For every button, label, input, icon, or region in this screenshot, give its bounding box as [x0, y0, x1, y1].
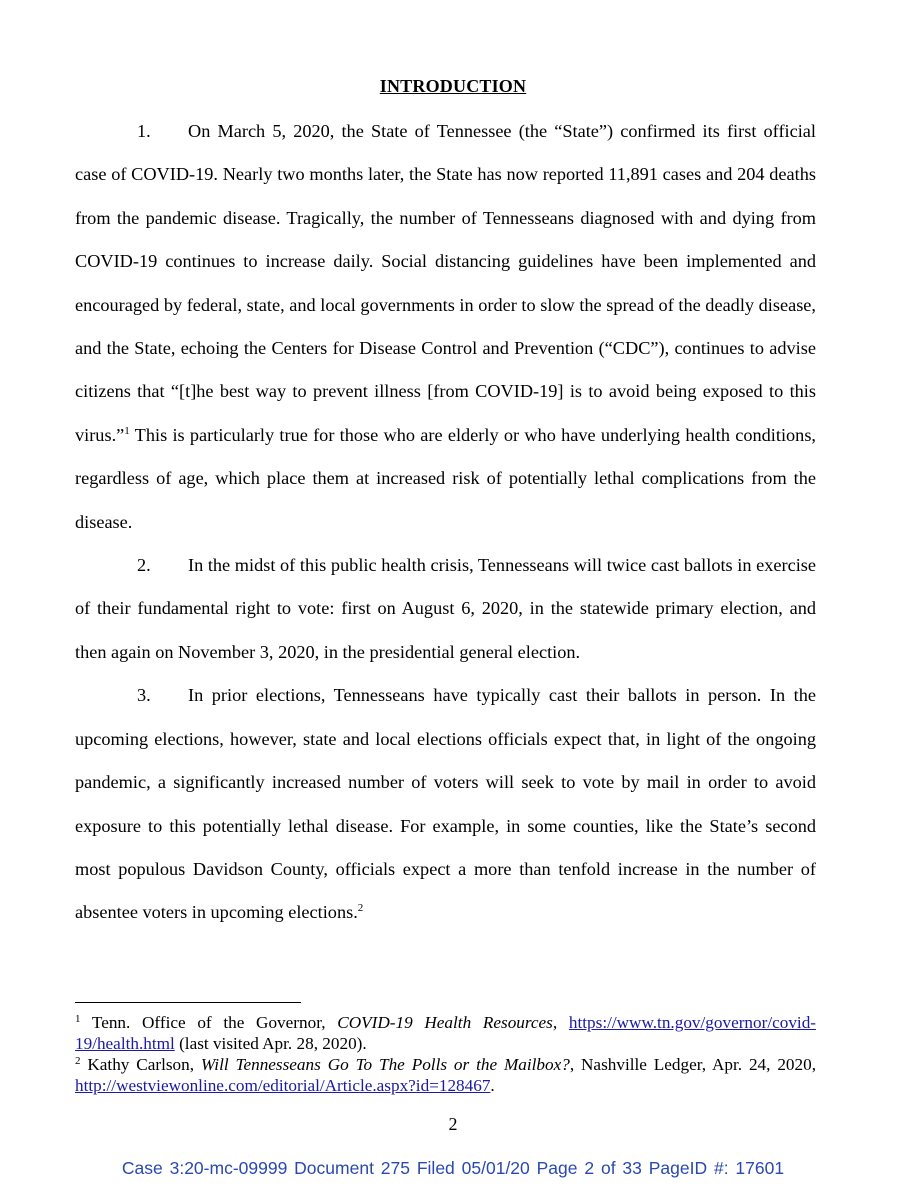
footnote-mid: ,: [552, 1013, 569, 1032]
footnote-marker: 1: [75, 1013, 81, 1025]
footnote-reference[interactable]: 1: [124, 424, 130, 437]
paragraph-1: [75, 110, 816, 544]
footnote-reference[interactable]: 2: [357, 902, 364, 915]
paragraph-text: On March 5, 2020, the State of Tennessee (the “State”) confirmed its first official case of COVID-19. Nearly two months later, the State has now reported 11,891 cases and 204 deaths from the pandemic disease. Tragically, the number of Tennesseans diagnosed with and dying from COVID-19 continues to increase daily. Social distancing guidelines have been implemented and encouraged by federal, state, and local governments in order to slow the spread of the deadly disease, and the State, echoing the Centers for Disease Control and Prevention (“CDC”), continues to advise citizens that “[t]he best way to prevent illness [from COVID-19] is to avoid being exposed to this virus.”: [75, 121, 816, 445]
footnote-mid: , Nashville Ledger, Apr. 24, 2020,: [569, 1055, 816, 1074]
footnote-title: Will Tennesseans Go To The Polls or the Mailbox?: [200, 1055, 570, 1074]
case-filing-header: Case 3:20-mc-09999 Document 275 Filed 05/01/20 Page 2 of 33 PageID #: 17601: [121, 1158, 785, 1178]
footnote-tail: .: [490, 1076, 495, 1095]
footnote-link[interactable]: http://westviewonline.com/editorial/Article.aspx?id=128467: [75, 1076, 491, 1095]
paragraph-number: 3.: [137, 685, 151, 706]
paragraph-text: In the midst of this public health crisis, Tennesseans will twice cast ballots in exercise of their fundamental right to vote: first on August 6, 2020, in the statewide primary election, and then again on November 3, 2020, in the presidential general election.: [75, 555, 816, 662]
section-heading: INTRODUCTION: [379, 76, 527, 96]
footnote-1: [75, 1012, 816, 1054]
footnote-tail: (last visited Apr. 28, 2020).: [174, 1034, 367, 1053]
paragraph-2: [75, 544, 816, 674]
footnote-link[interactable]: https://www.tn.gov/governor/covid-19/health.html: [75, 1013, 817, 1053]
footnotes: [75, 1012, 816, 1096]
paragraph-number: 1.: [137, 121, 151, 141]
footnote-lead: Kathy Carlson,: [80, 1055, 201, 1074]
paragraph-text-continued: This is particularly true for those who are elderly or who have underlying health conditions, regardless of age, which place them at increased risk of potentially lethal complications from the disease.: [75, 424, 816, 532]
body-text: [75, 110, 816, 935]
paragraph-number: 2.: [137, 555, 151, 576]
paragraph-3: [75, 674, 816, 934]
paragraph-text: In prior elections, Tennesseans have typically cast their ballots in person. In the upcoming elections, however, state and local elections officials expect that, in light of the ongoing pandemic, a significantly increased number of voters will seek to vote by mail in order to avoid exposure to this potentially lethal disease. For example, in some counties, like the State’s second most populous Davidson County, officials expect a more than tenfold increase in the number of absentee voters in upcoming elections.: [75, 685, 816, 923]
footnote-divider: [75, 1002, 301, 1003]
footnote-lead: Tenn. Office of the Governor,: [80, 1013, 338, 1032]
footnote-2: [75, 1054, 816, 1096]
footnote-marker: 2: [75, 1055, 81, 1067]
footnote-title: COVID-19 Health Resources: [337, 1013, 553, 1032]
page-number: 2: [448, 1114, 458, 1134]
